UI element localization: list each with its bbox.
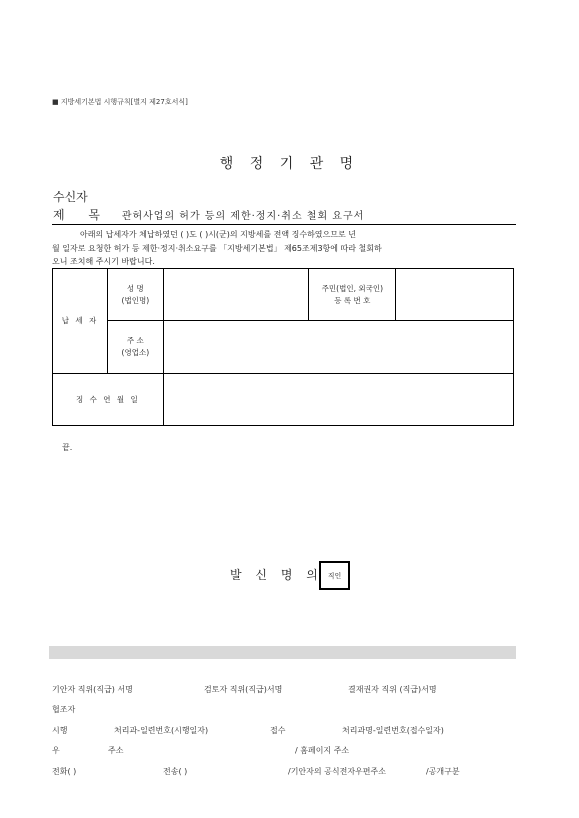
name-label-cell xyxy=(107,269,163,321)
footer-proc-no-receipt: 처리과명-일련번호(접수일자) xyxy=(342,726,444,735)
footer-disclosure: /공개구분 xyxy=(426,767,460,776)
footer-separator-bar xyxy=(49,646,516,659)
id-sub-label: 등 록 번 호 xyxy=(334,295,371,305)
footer-cooperator: 협조자 xyxy=(52,705,76,714)
divider-line xyxy=(52,224,516,225)
agency-name: 행 정 기 관 명 xyxy=(219,156,360,172)
id-value-cell[interactable] xyxy=(396,269,514,321)
footer-address: 주소 xyxy=(108,746,124,755)
footer-approver: 결재권자 직위 (직급)서명 xyxy=(348,685,437,694)
footer-homepage: / 홈페이지 주소 xyxy=(295,746,350,755)
form-reference: ■ 지방세기본법 시행규칙[별지 제27호서식] xyxy=(52,98,188,106)
address-label-cell xyxy=(107,321,163,374)
end-mark: 끝. xyxy=(62,443,73,452)
official-seal-box xyxy=(319,561,350,590)
subject-text: 관허사업의 허가 등의 제한·정지·취소 철회 요구서 xyxy=(121,211,365,222)
footer-receipt: 접수 xyxy=(270,726,286,735)
seal-label: 직인 xyxy=(327,571,342,580)
body-text xyxy=(52,228,516,269)
address-label: 주 소 xyxy=(126,336,144,345)
collection-date-label-cell xyxy=(53,374,164,426)
recipient-label: 수신자 xyxy=(53,190,88,204)
name-sub-label: (법인명) xyxy=(121,295,150,305)
footer-email: /기안자의 공식전자우편주소 xyxy=(288,767,386,776)
name-label: 성 명 xyxy=(126,283,144,293)
collection-date-value-cell[interactable] xyxy=(163,374,513,426)
footer-postal: 우 xyxy=(52,746,60,755)
id-label-cell xyxy=(309,269,396,321)
footer-proc-no-enforcement: 처리과-일련번호(시행일자) xyxy=(114,726,209,735)
footer-fax: 전송( ) xyxy=(163,767,188,776)
sender-label: 발 신 명 의 xyxy=(230,568,323,582)
footer-drafter: 기안자 직위(직급) 서명 xyxy=(52,685,133,694)
body-line-2: 월 일자로 요청한 허가 등 제한·정지·취소요구를 「지방세기본법」 제65조제3항에 따라 철회하 xyxy=(52,243,382,253)
body-line-1 xyxy=(52,228,516,242)
taxpayer-label: 납 세 자 xyxy=(61,316,99,325)
address-value-cell[interactable] xyxy=(163,321,513,374)
id-label: 주민(법인, 외국인) xyxy=(321,283,384,293)
footer-enforcement: 시행 xyxy=(52,726,68,735)
footer-phone: 전화( ) xyxy=(52,767,77,776)
address-sub-label: (영업소) xyxy=(121,348,150,357)
subject-row xyxy=(53,206,364,223)
footer-reviewer: 검토자 직위(직급)서명 xyxy=(204,685,283,694)
subject-label: 제 목 xyxy=(53,208,110,222)
taxpayer-label-cell xyxy=(53,269,108,374)
collection-date-label: 징 수 연 월 일 xyxy=(76,394,140,404)
body-line-3: 오니 조치해 주시기 바랍니다. xyxy=(52,257,155,266)
body-line-1-text: 아래의 납세자가 체납하였던 ( )도 ( )시(군)의 지방세를 전액 징수하였으므로 년 xyxy=(80,230,356,239)
taxpayer-form-table xyxy=(52,268,514,426)
name-value-cell[interactable] xyxy=(163,269,309,321)
